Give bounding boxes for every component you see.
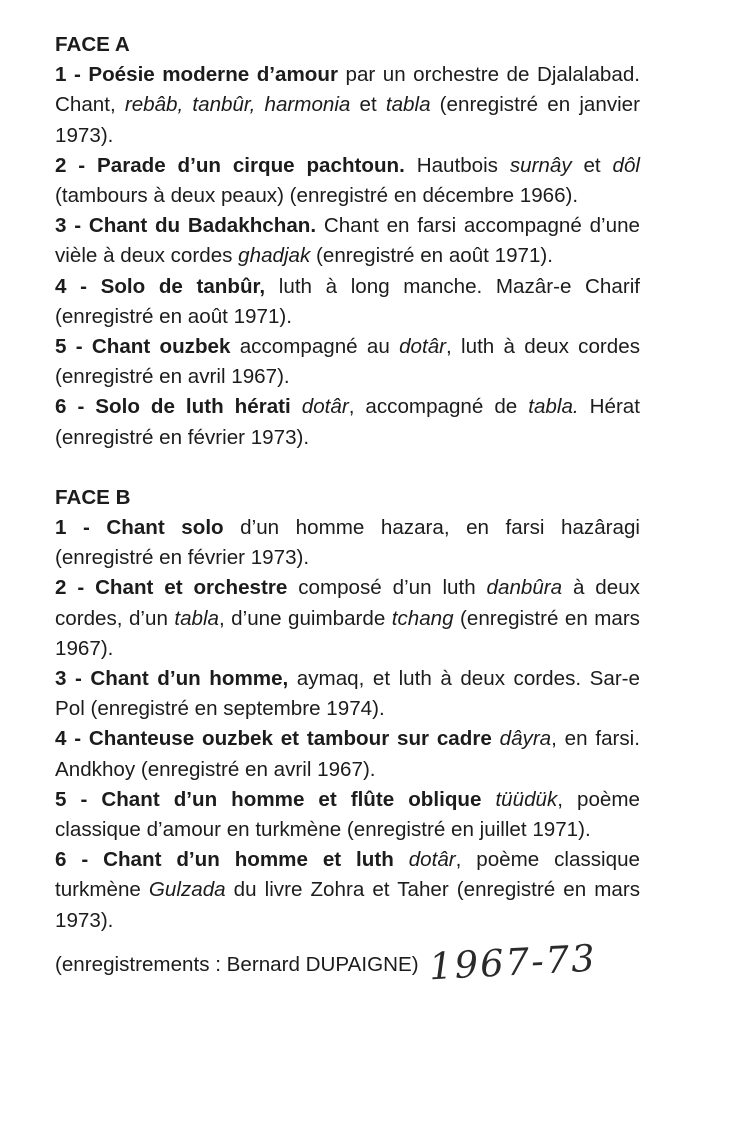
instrument-name: tabla. — [528, 395, 579, 419]
track-number: 3 - — [55, 214, 89, 238]
track-text: composé d’un luth — [287, 576, 487, 600]
track-number: 5 - — [55, 335, 92, 359]
instrument-name: danbûra — [486, 576, 563, 600]
track-title: Chant ouzbek — [91, 335, 231, 359]
track-text: par un orchestre de Djalalabad. Chant, — [55, 63, 640, 117]
track-title: Chanteuse ouzbek et tambour sur cadre — [88, 727, 492, 751]
track-b6 — [55, 845, 640, 936]
track-text: , d’une guimbarde — [219, 606, 392, 630]
track-text: et — [571, 153, 613, 177]
track-title: Poésie moderne d’amour — [88, 63, 338, 87]
track-listing — [55, 30, 640, 1001]
track-b4 — [55, 724, 640, 784]
track-text: (enregistré en janvier 1973). — [55, 93, 640, 147]
track-text — [394, 848, 409, 871]
track-number: 6 - — [55, 395, 96, 419]
track-title: Solo de tanbûr, — [100, 274, 266, 298]
track-number: 4 - — [55, 727, 89, 751]
track-title: Chant et orchestre — [95, 576, 288, 600]
work-title: Gulzada — [148, 878, 226, 902]
track-b1 — [55, 513, 640, 573]
track-a4 — [55, 272, 640, 332]
track-text: Hérat (enregistré en février 1973). — [55, 395, 640, 449]
track-number: 6 - — [55, 848, 104, 872]
track-number: 1 - — [55, 63, 89, 87]
track-b2 — [55, 573, 640, 664]
track-a5 — [55, 332, 640, 392]
handwritten-date-note: 1967-73 — [427, 936, 598, 989]
track-title: Chant du Badakhchan. — [88, 214, 317, 238]
track-b3 — [55, 664, 640, 724]
instrument-names: rebâb, tanbûr, harmonia — [124, 93, 351, 117]
track-text: à deux cordes, d’un — [55, 576, 640, 630]
track-text: et — [350, 93, 386, 117]
track-a6 — [55, 392, 640, 452]
instrument-name: dotâr — [301, 395, 349, 419]
instrument-name: tabla — [174, 606, 220, 630]
track-text: , poème classique d’amour en turkmène (enregistré en juillet 1971). — [55, 787, 640, 842]
track-text: , luth à deux cordes (enregistré en avril 1967). — [55, 335, 640, 389]
track-text: (enregistré en mars 1967). — [55, 606, 640, 660]
face-a-title: FACE A — [55, 33, 130, 56]
track-a2 — [55, 151, 640, 211]
track-title: Solo de luth hérati — [95, 395, 291, 419]
instrument-name: tchang — [391, 606, 454, 630]
track-text: (enregistré en août 1971). — [310, 244, 554, 268]
track-text: Hautbois — [404, 153, 510, 177]
track-text: luth à long manche. Mazâr-e Charif (enregistré en août 1971). — [55, 274, 640, 328]
track-number: 1 - — [55, 516, 107, 540]
instrument-name: dotâr — [399, 335, 447, 359]
instrument-name: dâyra — [499, 727, 552, 751]
track-number: 4 - — [55, 274, 101, 298]
track-text: accompagné au — [230, 335, 400, 359]
instrument-name: dôl — [612, 153, 640, 177]
track-b5 — [55, 785, 640, 845]
track-number: 2 - — [55, 576, 96, 600]
track-title: Chant solo — [106, 516, 224, 540]
track-number: 5 - — [55, 787, 102, 811]
track-title: Chant d’un homme et luth — [103, 848, 394, 872]
track-title: Chant d’un homme, — [90, 667, 289, 691]
track-text — [492, 727, 500, 750]
track-a3 — [55, 211, 640, 271]
track-text: , poème classique turkmène — [55, 848, 640, 902]
track-a1 — [55, 60, 640, 151]
instrument-name: surnây — [509, 153, 572, 177]
track-text: du livre Zohra et Taher (enregistré en mars 1973). — [55, 878, 640, 932]
track-text: aymaq, et luth à deux cordes. Sar-e Pol (enregistré en septembre 1974). — [55, 667, 640, 721]
instrument-name: dotâr — [408, 848, 456, 872]
face-b-title: FACE B — [55, 485, 131, 509]
track-text: Chant en farsi accompagné d’une vièle à deux cordes — [55, 214, 640, 268]
track-text — [291, 395, 302, 418]
track-number: 2 - — [55, 153, 97, 177]
recording-credit: (enregistrements : Bernard DUPAIGNE) — [55, 952, 419, 976]
instrument-name: tüüdük — [495, 787, 558, 811]
track-text: (tambours à deux peaux) (enregistré en décembre 1966). — [55, 184, 579, 208]
footer — [55, 936, 640, 989]
track-title: Chant d’un homme et flûte oblique — [101, 787, 482, 811]
track-text — [481, 788, 495, 811]
track-text: d’un homme hazara, en farsi hazâragi (enregistré en février 1973). — [55, 516, 640, 570]
track-text: , accompagné de — [348, 395, 529, 419]
track-text: , en farsi. Andkhoy (enregistré en avril 1967). — [55, 727, 640, 781]
track-number: 3 - — [55, 667, 91, 691]
track-title: Parade d’un cirque pachtoun. — [97, 153, 405, 177]
instrument-name: ghadjak — [238, 244, 311, 268]
instrument-name: tabla — [385, 93, 431, 117]
